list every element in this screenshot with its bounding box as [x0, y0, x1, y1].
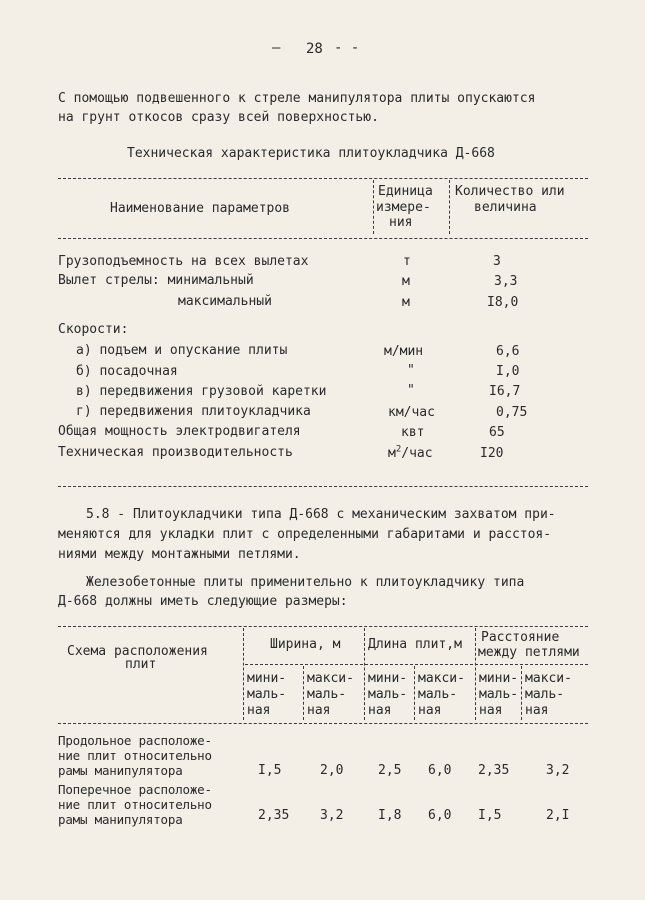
page-number-dash-right: - - — [334, 40, 360, 56]
spec-header-param: Наименование параметров — [110, 201, 291, 216]
section-58-line-1: 5.8 - Плитоукладчики типа Д-668 с механическим захватом при- — [86, 507, 556, 522]
dims-table-divider-b — [364, 628, 365, 720]
dims-table-mid-rule — [245, 664, 588, 665]
spec-row-label: максимальный — [178, 294, 272, 309]
dims-cell: I,5 — [258, 763, 282, 778]
spec-row-label: а) подъем и опускание плиты — [76, 343, 288, 358]
dims-subheader-max: макси- маль- ная — [525, 671, 572, 718]
dims-cell: I,8 — [378, 808, 402, 823]
spec-row-unit: " — [407, 383, 415, 398]
dims-table-top-rule — [58, 626, 588, 627]
spec-table-divider-2 — [449, 180, 450, 234]
dims-cell: 2,5 — [378, 763, 402, 778]
dims-table-divider-l — [414, 666, 415, 720]
dims-cell: 2,35 — [478, 763, 510, 778]
spec-table-bottom-rule — [58, 486, 588, 487]
spec-table-title: Техническая характеристика плитоукладчика Д-668 — [127, 146, 495, 161]
spec-row-label: б) посадочная — [76, 364, 178, 379]
para-2-line-2: Д-668 должны иметь следующие размеры: — [58, 594, 348, 609]
spec-row-value: I8,0 — [487, 295, 519, 310]
spec-row-unit: т — [403, 254, 411, 269]
spec-header-value-2: величина — [474, 200, 537, 215]
dims-subheader-max: макси- маль- ная — [307, 671, 354, 718]
spec-table-header-rule — [58, 238, 588, 239]
spec-row-value: 6,6 — [496, 344, 520, 359]
page-number-dash-left: — — [272, 40, 281, 56]
dims-cell: 3,2 — [320, 808, 344, 823]
dims-cell: 2,I — [546, 808, 570, 823]
spec-row-unit: м — [402, 274, 410, 289]
dims-header-scheme-2: плит — [125, 657, 157, 672]
spec-row-value: I,0 — [496, 364, 520, 379]
spec-header-unit-3: ния — [389, 215, 413, 230]
spec-row-unit: квт — [401, 425, 425, 440]
dims-cell: 3,2 — [546, 763, 570, 778]
spec-header-unit-2: измере- — [376, 200, 431, 215]
spec-row-value: 3,3 — [494, 274, 518, 289]
dims-subheader-max: макси- маль- ная — [418, 671, 465, 718]
spec-row-label: Вылет стрелы: минимальный — [58, 273, 254, 288]
dims-cell: 2,35 — [258, 808, 290, 823]
spec-row-unit: м/мин — [384, 344, 424, 359]
dims-header-distance-2: между петлями — [478, 645, 580, 660]
section-58-line-3: ниями между монтажными петлями. — [58, 547, 301, 562]
dims-table-divider-w — [303, 666, 304, 720]
section-58-line-2: меняются для укладки плит с определенными габаритами и расстоя- — [58, 527, 552, 542]
spec-header-unit-1: Единица — [378, 184, 433, 199]
dims-subheader-min: мини- маль- ная — [247, 671, 287, 718]
spec-row-label: Техническая производительность — [58, 445, 293, 460]
dims-cell: 2,0 — [320, 763, 344, 778]
dims-header-distance-1: Расстояние — [481, 630, 560, 645]
spec-row-value: I6,7 — [489, 384, 521, 399]
spec-row-label: Скорости: — [58, 322, 129, 337]
spec-header-value-1: Количество или — [455, 184, 565, 199]
spec-row-label: г) передвижения плитоукладчика — [76, 404, 311, 419]
dims-table-header-rule — [58, 723, 588, 724]
dims-cell: 6,0 — [428, 763, 452, 778]
spec-row-label: Общая мощность электродвигателя — [58, 424, 301, 439]
para-2-line-1: Железобетонные плиты применительно к плитоукладчику типа — [86, 575, 525, 590]
spec-row-unit: км/час — [388, 405, 435, 420]
spec-row-label: в) передвижения грузовой каретки — [76, 384, 327, 399]
spec-row-label: Грузоподъемность на всех вылетах — [58, 254, 309, 269]
spec-row-value: 3 — [493, 254, 501, 269]
dims-cell: 6,0 — [428, 808, 452, 823]
spec-table-top-rule — [58, 178, 588, 179]
intro-line-2: на грунт откосов сразу всей поверхностью. — [58, 110, 379, 125]
spec-row-value: I20 — [480, 446, 504, 461]
dims-table-divider-d — [521, 666, 522, 720]
dims-header-width: Ширина, м — [270, 637, 341, 652]
dims-header-scheme-1: Схема расположения — [67, 644, 208, 659]
dims-header-length: Длина плит,м — [368, 637, 462, 652]
dims-subheader-min: мини- маль- ная — [368, 671, 408, 718]
page-number: 28 — [306, 41, 323, 57]
spec-row-value: 0,75 — [496, 405, 528, 420]
spec-row-unit: $м^2$/час — [388, 444, 433, 461]
spec-row-value: 65 — [489, 425, 505, 440]
spec-row-unit: м — [402, 295, 410, 310]
dims-cell: I,5 — [478, 808, 502, 823]
dims-subheader-min: мини- маль- ная — [479, 671, 519, 718]
spec-table-divider-1 — [373, 180, 374, 234]
dims-row-label: Продольное расположе- ние плит относительно рамы манипулятора — [58, 733, 212, 778]
dims-row-label: Поперечное расположе- ние плит относительно рамы манипулятора — [58, 782, 212, 827]
intro-line-1: С помощью подвешенного к стреле манипулятора плиты опускаются — [58, 91, 536, 106]
dims-table-divider-c — [475, 628, 476, 720]
dims-table-divider-a — [243, 628, 244, 720]
spec-row-unit: " — [407, 363, 415, 378]
